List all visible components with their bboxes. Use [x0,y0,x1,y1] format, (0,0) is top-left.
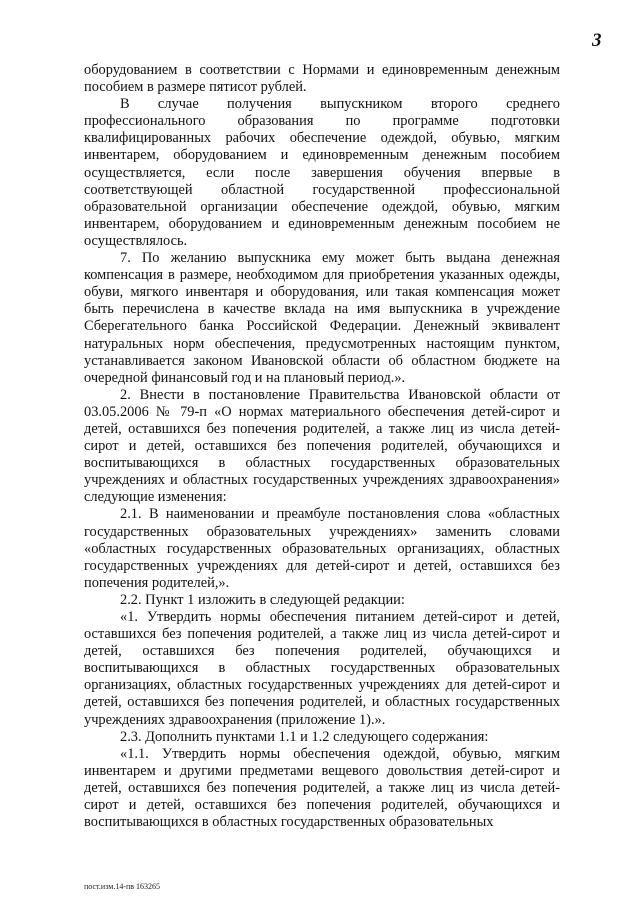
page-number: 3 [592,30,602,51]
paragraph: 2.1. В наименовании и преамбуле постановления слова «областных государственных образовательных учреждениях» заменить словами «областных государственных образовательных организациях, областных государственных учреждениях для детей-сирот и детей, оставшихся без попечения родителей,». [84,506,560,591]
paragraph: оборудованием в соответствии с Нормами и единовременным денежным пособием в размере пятисот рублей. [84,62,560,96]
paragraph: «1. Утвердить нормы обеспечения питанием детей-сирот и детей, оставшихся без попечения родителей, а также лиц из числа детей-сирот и детей, оставшихся без попечения родителей, обучающихся и воспитывающихся в областных государственных образовательных организациях, областных государственных учреждениях для детей-сирот и детей, оставшихся без попечения родителей, и областных государственных учреждениях здравоохранения (приложение 1).». [84,609,560,728]
paragraph: 2. Внести в постановление Правительства Ивановской области от 03.05.2006 № 79-п «О нормах материального обеспечения детей-сирот и детей, оставшихся без попечения родителей, а также лиц из числа детей-сирот и детей, оставшихся без попечения родителей, обучающихся и воспитывающихся в областных государственных образовательных учреждениях и областных государственных учреждениях здравоохранения» следующие изменения: [84,386,560,506]
paragraph: 2.3. Дополнить пунктами 1.1 и 1.2 следующего содержания: [120,728,489,745]
document-body [84,62,560,831]
paragraph: 2.2. Пункт 1 изложить в следующей редакции: [120,591,405,608]
paragraph: «1.1. Утвердить нормы обеспечения одеждой, обувью, мягким инвентарем и другими предметами вещевого довольствия детей-сирот и детей, оставшихся без попечения родителей, а также лиц из числа детей-сирот и детей, оставшихся без попечения родителей, обучающихся и воспитывающихся в областных государственных образовательных [84,745,560,831]
paragraph: 7. По желанию выпускника ему может быть выдана денежная компенсация в размере, необходимом для приобретения указанных одежды, обуви, мягкого инвентаря и оборудования, или такая компенсация может быть перечислена в качестве вклада на имя выпускника в учреждение Сберегательного банка Российской Федерации. Денежный эквивалент натуральных норм обеспечения, предусмотренных настоящим пунктом, устанавливается законом Ивановской области об областном бюджете на очередной финансовый год и на плановый период.». [84,250,560,386]
footer-reference: пост.изм.14-пв 163265 [84,882,161,891]
paragraph: В случае получения выпускником второго среднего профессионального образования по программе подготовки квалифицированных рабочих обеспечение одеждой, обувью, мягким инвентарем, оборудованием и единовременным денежным пособием осуществляется, если после завершения обучения впервые в соответствующей областной государственной профессиональной образовательной организации обеспечение одеждой, обувью, мягким инвентарем, оборудованием и единовременным денежным пособием не осуществлялось. [84,96,560,249]
